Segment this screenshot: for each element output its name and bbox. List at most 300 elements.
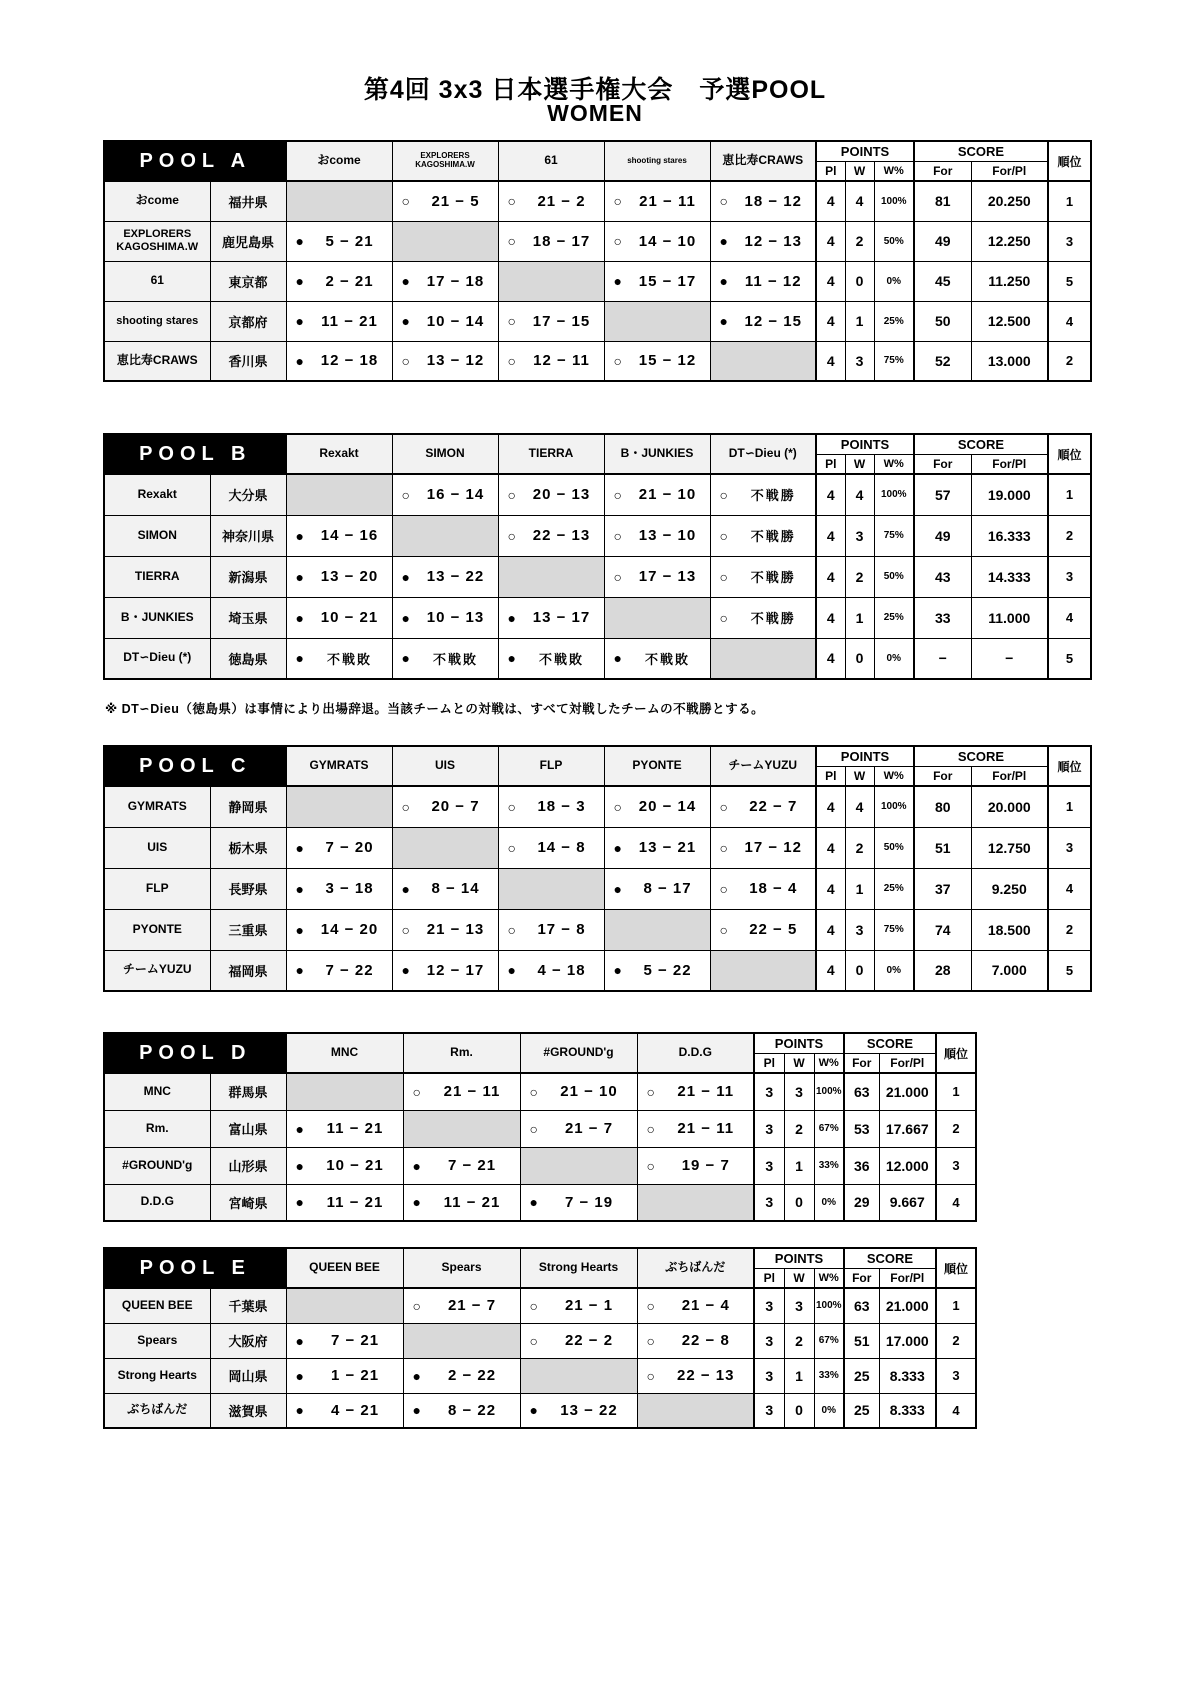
forperplayed-cell: 16.333	[971, 515, 1048, 556]
match-score: 14 − 8	[537, 839, 586, 856]
self-match-cell	[710, 950, 816, 991]
wins-cell: 3	[845, 341, 874, 381]
winpct-cell: 100%	[874, 181, 914, 221]
forperplayed-cell: 17.000	[879, 1323, 936, 1358]
points-group-header: POINTS	[754, 1033, 844, 1053]
match-result	[393, 352, 498, 369]
wins-cell: 0	[845, 638, 874, 679]
self-match-cell	[403, 1110, 520, 1147]
match-result	[605, 527, 710, 544]
match-result	[393, 962, 498, 979]
match-result	[287, 273, 392, 290]
forperplayed-cell: 17.667	[879, 1110, 936, 1147]
match-score: 14 − 16	[320, 527, 379, 544]
match-result	[287, 880, 392, 897]
self-match-cell	[392, 221, 498, 261]
team-name-cell: B・JUNKIES	[104, 597, 210, 638]
self-match-cell	[286, 786, 392, 827]
loss-mark-icon: ●	[401, 880, 410, 897]
win-mark-icon: ○	[719, 921, 728, 938]
match-score: 不戦勝	[750, 570, 796, 585]
win-mark-icon: ○	[507, 798, 516, 815]
for-subheader: For	[914, 766, 971, 786]
for-cell: 36	[844, 1147, 879, 1184]
match-result-cell	[520, 1393, 637, 1428]
forperplayed-cell: 18.500	[971, 909, 1048, 950]
team-name-cell: GYMRATS	[104, 786, 210, 827]
win-mark-icon: ○	[646, 1157, 655, 1174]
win-mark-icon: ○	[719, 839, 728, 856]
played-cell: 4	[816, 474, 845, 515]
wins-cell: 1	[784, 1147, 814, 1184]
match-result-cell	[520, 1323, 637, 1358]
points-group-header: POINTS	[816, 141, 914, 161]
winpct-cell: 67%	[814, 1323, 844, 1358]
match-score: 10 − 13	[426, 609, 485, 626]
forperplayed-cell: −	[971, 638, 1048, 679]
win-mark-icon: ○	[719, 880, 728, 897]
match-result-cell	[637, 1323, 754, 1358]
match-result-cell	[604, 261, 710, 301]
loss-mark-icon: ●	[412, 1367, 421, 1384]
match-result	[711, 485, 816, 504]
match-result-cell	[498, 181, 604, 221]
self-match-cell	[286, 181, 392, 221]
team-name-cell: Strong Hearts	[104, 1358, 210, 1393]
page-title: 第4回 3x3 日本選手権大会 予選POOL	[363, 76, 827, 104]
match-result-cell	[710, 221, 816, 261]
match-result	[605, 649, 710, 668]
match-result	[711, 193, 816, 210]
match-score: 22 − 13	[532, 527, 591, 544]
played-cell: 4	[816, 221, 845, 261]
match-score: 12 − 17	[426, 961, 485, 979]
match-result-cell	[286, 221, 392, 261]
match-score: 13 − 22	[426, 568, 485, 585]
match-result-cell	[498, 301, 604, 341]
wins-subheader: W	[845, 454, 874, 474]
match-result	[521, 1332, 637, 1349]
win-mark-icon: ○	[507, 193, 516, 210]
team-name-cell: D.D.G	[104, 1184, 210, 1221]
prefecture-cell: 岡山県	[210, 1358, 286, 1393]
winpct-cell: 33%	[814, 1358, 844, 1393]
win-mark-icon: ○	[613, 568, 622, 585]
team-row	[104, 301, 1091, 341]
match-score: 11 − 21	[326, 1120, 384, 1137]
played-subheader: Pl	[816, 766, 845, 786]
rank-cell: 2	[1048, 341, 1091, 381]
winpct-cell: 0%	[874, 638, 914, 679]
wins-subheader: W	[784, 1268, 814, 1288]
match-result	[638, 1120, 754, 1137]
win-mark-icon: ○	[529, 1332, 538, 1349]
team-row	[104, 909, 1091, 950]
match-score: 7 − 21	[447, 1157, 497, 1174]
rank-cell: 5	[1048, 638, 1091, 679]
match-result-cell	[392, 474, 498, 515]
match-result	[711, 880, 816, 897]
match-result	[404, 1297, 520, 1314]
match-score: 21 − 7	[447, 1297, 497, 1315]
winpct-cell: 100%	[814, 1288, 844, 1323]
match-result-cell	[604, 181, 710, 221]
for-cell: 43	[914, 556, 971, 597]
pool-name: POOL E	[104, 1248, 286, 1288]
loss-mark-icon: ●	[295, 527, 304, 544]
match-result	[711, 233, 816, 250]
wins-cell: 2	[845, 556, 874, 597]
prefecture-cell: 栃木県	[210, 827, 286, 868]
winpct-cell: 100%	[874, 474, 914, 515]
team-name-cell: TIERRA	[104, 556, 210, 597]
loss-mark-icon: ●	[295, 352, 304, 369]
team-row	[104, 221, 1091, 261]
self-match-cell	[604, 909, 710, 950]
match-result-cell	[403, 1073, 520, 1110]
winpct-cell: 0%	[814, 1184, 844, 1221]
winpct-subheader: W%	[874, 454, 914, 474]
prefecture-cell: 徳島県	[210, 638, 286, 679]
rank-header: 順位	[1048, 434, 1091, 474]
win-mark-icon: ○	[412, 1083, 421, 1100]
loss-mark-icon: ●	[613, 839, 622, 856]
match-result	[287, 1402, 403, 1419]
winpct-cell: 0%	[874, 950, 914, 991]
match-result	[499, 839, 604, 856]
match-result	[287, 1157, 403, 1174]
for-cell: 49	[914, 221, 971, 261]
rank-cell: 3	[936, 1147, 976, 1184]
match-score: 22 − 7	[749, 798, 798, 816]
match-result-cell	[604, 827, 710, 868]
prefecture-cell: 静岡県	[210, 786, 286, 827]
match-score: 不戦敗	[644, 651, 690, 667]
match-result-cell	[286, 909, 392, 950]
match-score: 21 − 11	[639, 192, 696, 210]
for-cell: 25	[844, 1358, 879, 1393]
opponent-header: D.D.G	[637, 1033, 754, 1073]
match-score: 7 − 21	[330, 1332, 380, 1349]
opponent-header: DT∽Dieu (*)	[710, 434, 816, 474]
match-score: 20 − 13	[532, 486, 591, 504]
match-result	[287, 233, 392, 250]
prefecture-cell: 千葉県	[210, 1288, 286, 1323]
pool-name: POOL C	[104, 746, 286, 786]
loss-mark-icon: ●	[529, 1194, 538, 1211]
team-row	[104, 556, 1091, 597]
played-cell: 3	[754, 1110, 784, 1147]
match-score: 14 − 20	[320, 921, 379, 938]
win-mark-icon: ○	[401, 486, 410, 503]
match-result	[605, 273, 710, 290]
played-cell: 4	[816, 638, 845, 679]
team-name-cell: #GROUND'g	[104, 1147, 210, 1184]
rank-cell: 2	[1048, 909, 1091, 950]
match-result-cell	[604, 556, 710, 597]
withdrawal-note: ※ DT∽Dieu（徳島県）は事情により出場辞退。当該チームとの対戦は、すべて対戦したチームの不戦勝とする。	[105, 702, 765, 716]
winpct-subheader: W%	[814, 1053, 844, 1073]
team-row	[104, 474, 1091, 515]
played-cell: 4	[816, 261, 845, 301]
team-row	[104, 868, 1091, 909]
wins-cell: 4	[845, 786, 874, 827]
match-score: 8 − 22	[447, 1401, 497, 1419]
match-result-cell	[392, 950, 498, 991]
forperplayed-cell: 12.000	[879, 1147, 936, 1184]
played-cell: 4	[816, 786, 845, 827]
prefecture-cell: 福井県	[210, 181, 286, 221]
for-cell: 25	[844, 1393, 879, 1428]
match-result-cell	[498, 638, 604, 679]
match-score: 15 − 17	[638, 272, 697, 290]
win-mark-icon: ○	[401, 798, 410, 815]
team-name-cell: EXPLORERS KAGOSHIMA.W	[104, 221, 210, 261]
win-mark-icon: ○	[507, 527, 516, 544]
rank-cell: 5	[1048, 261, 1091, 301]
match-result	[521, 1402, 637, 1419]
match-score: 不戦敗	[538, 651, 584, 667]
prefecture-cell: 香川県	[210, 341, 286, 381]
match-score: 5 − 22	[643, 961, 692, 979]
match-result-cell	[710, 515, 816, 556]
pool-header-row-1	[104, 1248, 976, 1268]
self-match-cell	[520, 1147, 637, 1184]
match-result	[711, 798, 816, 815]
match-score: 不戦勝	[750, 529, 796, 544]
self-match-cell	[498, 556, 604, 597]
winpct-cell: 0%	[874, 261, 914, 301]
opponent-header: Strong Hearts	[520, 1248, 637, 1288]
match-result-cell	[710, 474, 816, 515]
team-name-cell: shooting stares	[104, 301, 210, 341]
played-cell: 3	[754, 1073, 784, 1110]
match-result-cell	[498, 786, 604, 827]
rank-cell: 4	[936, 1184, 976, 1221]
team-row	[104, 1110, 976, 1147]
win-mark-icon: ○	[719, 527, 728, 544]
match-score: 不戦勝	[750, 488, 796, 504]
self-match-cell	[392, 827, 498, 868]
played-cell: 4	[816, 556, 845, 597]
match-result-cell	[498, 597, 604, 638]
played-cell: 3	[754, 1184, 784, 1221]
team-name-cell: チームYUZU	[104, 950, 210, 991]
played-cell: 4	[816, 181, 845, 221]
rank-cell: 3	[936, 1358, 976, 1393]
match-score: 18 − 4	[749, 880, 798, 897]
wins-cell: 1	[784, 1358, 814, 1393]
rank-header: 順位	[936, 1033, 976, 1073]
match-result	[393, 313, 498, 330]
rank-cell: 1	[936, 1288, 976, 1323]
match-result-cell	[286, 1323, 403, 1358]
wins-cell: 0	[784, 1184, 814, 1221]
match-result-cell	[392, 786, 498, 827]
match-score: 21 − 1	[564, 1297, 614, 1315]
match-result-cell	[520, 1184, 637, 1221]
match-score: 21 − 5	[431, 192, 480, 210]
match-result-cell	[286, 261, 392, 301]
loss-mark-icon: ●	[295, 609, 304, 626]
match-result	[393, 798, 498, 815]
for-cell: 51	[844, 1323, 879, 1358]
match-result	[499, 193, 604, 210]
match-score: 22 − 13	[677, 1367, 735, 1384]
played-subheader: Pl	[816, 161, 845, 181]
played-cell: 4	[816, 909, 845, 950]
team-row	[104, 950, 1091, 991]
match-score: 12 − 11	[533, 352, 590, 370]
for-cell: 37	[914, 868, 971, 909]
match-result	[393, 486, 498, 503]
match-result	[638, 1367, 754, 1384]
for-cell: 49	[914, 515, 971, 556]
team-name-cell: おcome	[104, 181, 210, 221]
win-mark-icon: ○	[507, 233, 516, 249]
match-result-cell	[604, 786, 710, 827]
loss-mark-icon: ●	[401, 313, 410, 329]
match-result	[711, 921, 816, 938]
pool-header-row-1	[104, 141, 1091, 161]
match-result-cell	[637, 1110, 754, 1147]
win-mark-icon: ○	[719, 798, 728, 815]
for-cell: 28	[914, 950, 971, 991]
loss-mark-icon: ●	[613, 273, 622, 289]
for-cell: 33	[914, 597, 971, 638]
forperplayed-cell: 21.000	[879, 1288, 936, 1323]
winpct-subheader: W%	[874, 161, 914, 181]
opponent-header: QUEEN BEE	[286, 1248, 403, 1288]
rank-cell: 4	[936, 1393, 976, 1428]
self-match-cell	[286, 474, 392, 515]
loss-mark-icon: ●	[507, 650, 516, 667]
match-result	[605, 880, 710, 897]
match-result-cell	[498, 950, 604, 991]
pool-e-table	[103, 1247, 977, 1429]
pool-header-row-1	[104, 746, 1091, 766]
match-score: 2 − 21	[325, 272, 374, 290]
wins-cell: 4	[845, 181, 874, 221]
match-result-cell	[520, 1073, 637, 1110]
match-result	[605, 568, 710, 585]
match-score: 8 − 14	[431, 880, 480, 897]
self-match-cell	[604, 597, 710, 638]
self-match-cell	[604, 301, 710, 341]
match-result	[499, 921, 604, 938]
forperplayed-subheader: For/Pl	[879, 1268, 936, 1288]
wins-cell: 1	[845, 301, 874, 341]
match-result-cell	[498, 515, 604, 556]
winpct-cell: 50%	[874, 221, 914, 261]
match-result	[711, 567, 816, 586]
match-result-cell	[498, 474, 604, 515]
for-cell: 57	[914, 474, 971, 515]
win-mark-icon: ○	[646, 1120, 655, 1137]
wins-cell: 2	[845, 221, 874, 261]
opponent-header: MNC	[286, 1033, 403, 1073]
match-result	[287, 352, 392, 369]
match-score: 21 − 2	[537, 192, 586, 210]
match-score: 22 − 8	[681, 1332, 730, 1349]
match-result-cell	[710, 261, 816, 301]
points-group-header: POINTS	[816, 434, 914, 454]
team-name-cell: 61	[104, 261, 210, 301]
prefecture-cell: 東京都	[210, 261, 286, 301]
match-result-cell	[637, 1288, 754, 1323]
forperplayed-cell: 12.500	[971, 301, 1048, 341]
team-row	[104, 1288, 976, 1323]
match-result-cell	[637, 1358, 754, 1393]
team-name-cell: FLP	[104, 868, 210, 909]
loss-mark-icon: ●	[401, 609, 410, 626]
match-score: 不戦敗	[326, 651, 372, 667]
opponent-header: SIMON	[392, 434, 498, 474]
team-row	[104, 1358, 976, 1393]
loss-mark-icon: ●	[719, 273, 728, 289]
loss-mark-icon: ●	[295, 839, 304, 856]
rank-cell: 2	[936, 1323, 976, 1358]
match-score: 11 − 21	[326, 1193, 384, 1211]
match-result-cell	[392, 301, 498, 341]
winpct-cell: 50%	[874, 827, 914, 868]
for-cell: 52	[914, 341, 971, 381]
match-score: 3 − 18	[325, 880, 374, 897]
loss-mark-icon: ●	[412, 1402, 421, 1419]
match-result	[287, 1367, 403, 1384]
loss-mark-icon: ●	[401, 962, 410, 979]
team-row	[104, 786, 1091, 827]
match-result	[638, 1332, 754, 1349]
match-score: 21 − 10	[560, 1083, 618, 1101]
forperplayed-cell: 7.000	[971, 950, 1048, 991]
match-result-cell	[710, 597, 816, 638]
match-result-cell	[392, 909, 498, 950]
match-score: 21 − 4	[681, 1297, 730, 1315]
match-score: 12 − 18	[320, 352, 379, 370]
rank-cell: 3	[1048, 827, 1091, 868]
opponent-header: Spears	[403, 1248, 520, 1288]
rank-cell: 3	[1048, 556, 1091, 597]
match-result	[287, 1194, 403, 1211]
match-result-cell	[710, 909, 816, 950]
match-result	[393, 649, 498, 668]
match-result	[287, 527, 392, 544]
loss-mark-icon: ●	[412, 1194, 421, 1211]
points-group-header: POINTS	[754, 1248, 844, 1268]
match-score: 7 − 19	[564, 1193, 614, 1211]
winpct-subheader: W%	[874, 766, 914, 786]
match-result	[287, 1332, 403, 1349]
wins-cell: 0	[845, 261, 874, 301]
loss-mark-icon: ●	[529, 1402, 538, 1419]
match-result	[521, 1297, 637, 1314]
team-name-cell: PYONTE	[104, 909, 210, 950]
win-mark-icon: ○	[507, 839, 516, 856]
loss-mark-icon: ●	[295, 568, 304, 585]
match-result	[711, 273, 816, 290]
match-result	[404, 1157, 520, 1174]
match-result-cell	[604, 515, 710, 556]
forperplayed-cell: 9.667	[879, 1184, 936, 1221]
opponent-header: 61	[498, 141, 604, 181]
win-mark-icon: ○	[507, 921, 516, 938]
opponent-header: B・JUNKIES	[604, 434, 710, 474]
self-match-cell	[637, 1393, 754, 1428]
match-score: 8 − 17	[643, 880, 692, 897]
team-name-cell: DT∽Dieu (*)	[104, 638, 210, 679]
prefecture-cell: 富山県	[210, 1110, 286, 1147]
